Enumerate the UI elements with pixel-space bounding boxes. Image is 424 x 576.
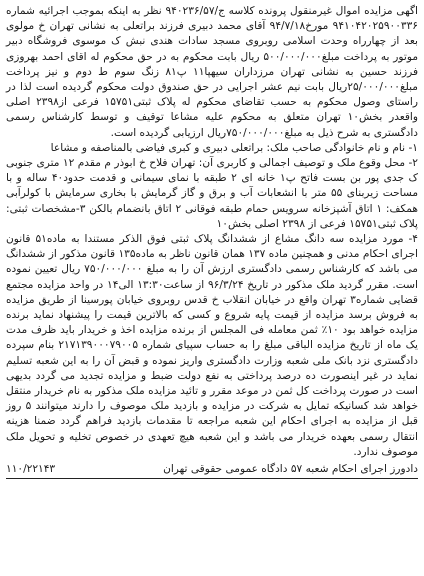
notice-intro-paragraph: اگهی مزایده اموال غیرمنقول پرونده کلاسه ج/۹۴۰۲۳۶/۵۷ نظر به اینکه بموجب اجرائیه شماره ۹۴۱۰۴۲۰۲۵۹۰۰۳۳۶ مورخ۹۴/۷/۱۸ آقای محمد دبیری فرزند براتعلی به نشانی تهران خ مولوی بعد از چهارراه وحدت اسلامی روبروی مسجد سادات هندی نبش ک موسوی فروشگاه دبیر موتور به پرداخت مبلغ۵۰۰/۰۰۰/۰۰۰ ریال بابت محکوم به در حق محکوم له اقای احمد بهروزی فرزند حسین به نشانی تهران مرزداران سیهپا۱۱ پ۸۱ زنگ سوم ط دوم و نیز پرداخت مبلغ۲۵/۰۰۰/۰۰۰ریال بابت نیم عشر اجرایی در حق صندوق دولت محکوم گردیده است لذا در راستای وصول محکوم به حسب تقاضای محکوم له پلاک ثبتی۱۵۷۵۱ فرعی از۲۳۹۸ اصلی واقعدر بخش۱۰ تهران متعلق به محکوم علیه مشاعا توقیف و توسط کارشناس رسمی دادگستری به شرح ذیل به مبلغ۷۵۰/۰۰۰/۰۰۰ریال ارزیابی گردیده است.: [6, 5, 419, 139]
notice-auction-terms-paragraph: ۴- مورد مزایده سه دانگ مشاع از ششدانگ پلاک ثبتی فوق الذکر مستندا به ماده۵۱ قانون اجرای احکام مدنی و همچنین ماده ۱۳۷ همان قانون ناظر به ماده۱۳۵ قانون مذکور از ششدانگ می باشد که کارشناس رسمی دادگستری ارزش آن را به مبلغ ۷۵۰/۰۰۰/۰۰۰ ریال تعیین نموده است. مقرر گردید ملک مذکور در تاریخ ۹۶/۳/۲۴ از ساعت۱۳:۳۰ الی۱۴ در واحد مزایده مجتمع قضایی شماره۳ تهران واقع در خیابان انقلاب خ قدس روبروی خیابان پورسینا از طریق مزایده به فروش برسد مزایده از قیمت پایه شروع و کسی که بالاترین قیمت را پیشنهاد نماید برنده مزایده خواهد بود ۱۰٪ ثمن معامله فی المجلس از برنده مزایده اخذ و خریدار باید ظرف مدت یک ماه از تاریخ مزایده الباقی مبلغ را به حساب سپیای شماره ۲۱۷۱۳۹۰۰۰۷۹۰۰۵ بنام سپرده دادگستری نزد بانک ملی شعبه وزارت دادگستری واریز نموده و قبض آن را به این شعبه تسلیم نماید در غیر اینصورت ده درصد پرداختی به نفع دولت ضبط و مزایده تجدید می گردد بدیهی است در صورت پرداخت کل ثمن در موعد مقرر و تائید مزایده ملک مذکور به نام خریدار منتقل خواهد شد کسانیکه تمایل به شرکت در مزایده و بازدید ملک موصوف را دارند میتوانند ۵ روز قبل از مزایده به اجرای احکام این شعبه مراجعه تا مقدمات بازدید فراهم گردد ضمنا هزینه انتقال رسمی بعهده خریدار می باشد و این شعبه هیچ تعهدی در خصوص تخلیه و تحویل ملک موصوف ندارد.: [6, 233, 419, 458]
notice-code: ۱۱۰/۲۲۱۴۳: [6, 463, 56, 476]
notice-owner-paragraph: ۱- نام و نام خانوادگی صاحب ملک: براتعلی دبیری و کبری فیاضی بالمناصفه و مشاعا: [50, 141, 418, 154]
notice-footer: [6, 462, 418, 479]
notice-issuer: دادورز اجرای احکام شعبه ۵۷ دادگاه عمومی حقوقی تهران: [163, 463, 418, 476]
notice-property-paragraph: ۲- محل وقوع ملک و توصیف اجمالی و کاربری آن: تهران فلاح خ ابوذر م مقدم ۱۲ متری جنوبی ک جدی پور بن بست فاتح پ۱ خانه ای ۲ طبقه با نمای سیمانی و قدمت حدود۴۰ ساله و با مساحت زیربنای ۵۵ متر با انشعابات آب و برق و گاز گرمایش با بخاری سرمایش با کولرآبی همکف: ۱ اتاق آشپزخانه سرویس حمام طبقه فوقانی ۲ اتاق بانضمام بالکن ۳-مشخصات ثبتی: پلاک ثبتی۱۵۷۵۱ فرعی از ۲۳۹۸ اصلی بخش۱۰: [6, 157, 418, 230]
